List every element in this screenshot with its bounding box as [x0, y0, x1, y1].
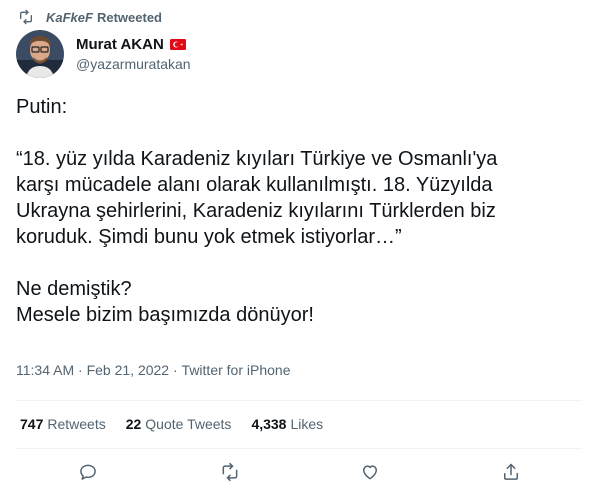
tweet-line: Ne demiştik? [16, 278, 132, 300]
author-handle[interactable]: @yazarmuratakan [76, 56, 191, 72]
divider [16, 400, 582, 401]
tweet-date[interactable]: Feb 21, 2022 [86, 362, 170, 378]
tweet-time[interactable]: 11:34 AM [16, 362, 75, 378]
retweet-small-icon [18, 9, 34, 25]
reply-button[interactable] [76, 460, 100, 484]
tweet-line: Mesele bizim başımızda dönüyor! [16, 304, 314, 326]
retweets-stat[interactable]: 747 Retweets [20, 416, 106, 432]
tweet-line: Ukrayna şehirlerini, Karadeniz kıyılarını Türklerden biz [16, 200, 496, 222]
avatar[interactable] [16, 30, 64, 78]
tweet-line: Putin: [16, 96, 68, 118]
author-name-text[interactable]: Murat AKAN [76, 36, 164, 53]
retweet-header [18, 8, 162, 26]
author-display-name[interactable] [76, 36, 191, 53]
divider [16, 448, 582, 449]
like-button[interactable] [358, 460, 382, 484]
share-icon [501, 462, 521, 482]
meta-separator: · [74, 362, 87, 378]
tweet-line: karşı mücadele alanı olarak kullanılmıştı. 18. Yüzyılda [16, 174, 493, 196]
meta-separator: · [169, 362, 182, 378]
retweet-icon [220, 462, 240, 482]
reply-icon [78, 462, 98, 482]
retweeted-label: Retweeted [96, 9, 162, 25]
tweet-text [16, 94, 582, 328]
tweet-source[interactable]: Twitter for iPhone [181, 362, 291, 378]
likes-stat[interactable]: 4,338 Likes [251, 416, 324, 432]
like-icon [360, 462, 380, 482]
action-bar [0, 460, 598, 486]
quote-tweets-stat[interactable]: 22 Quote Tweets [125, 416, 232, 432]
share-button[interactable] [499, 460, 523, 484]
tweet-meta [16, 362, 290, 378]
tweet-stats [20, 416, 323, 432]
tweet-author [16, 30, 191, 78]
retweeter-name[interactable]: KaFkeF [46, 9, 93, 25]
tweet-line: koruduk. Şimdi bunu yok etmek istiyorlar…” [16, 226, 402, 248]
retweet-button[interactable] [218, 460, 242, 484]
tweet-line: “18. yüz yılda Karadeniz kıyıları Türkiye ve Osmanlı'ya [16, 148, 498, 170]
turkey-flag-icon [170, 39, 186, 50]
